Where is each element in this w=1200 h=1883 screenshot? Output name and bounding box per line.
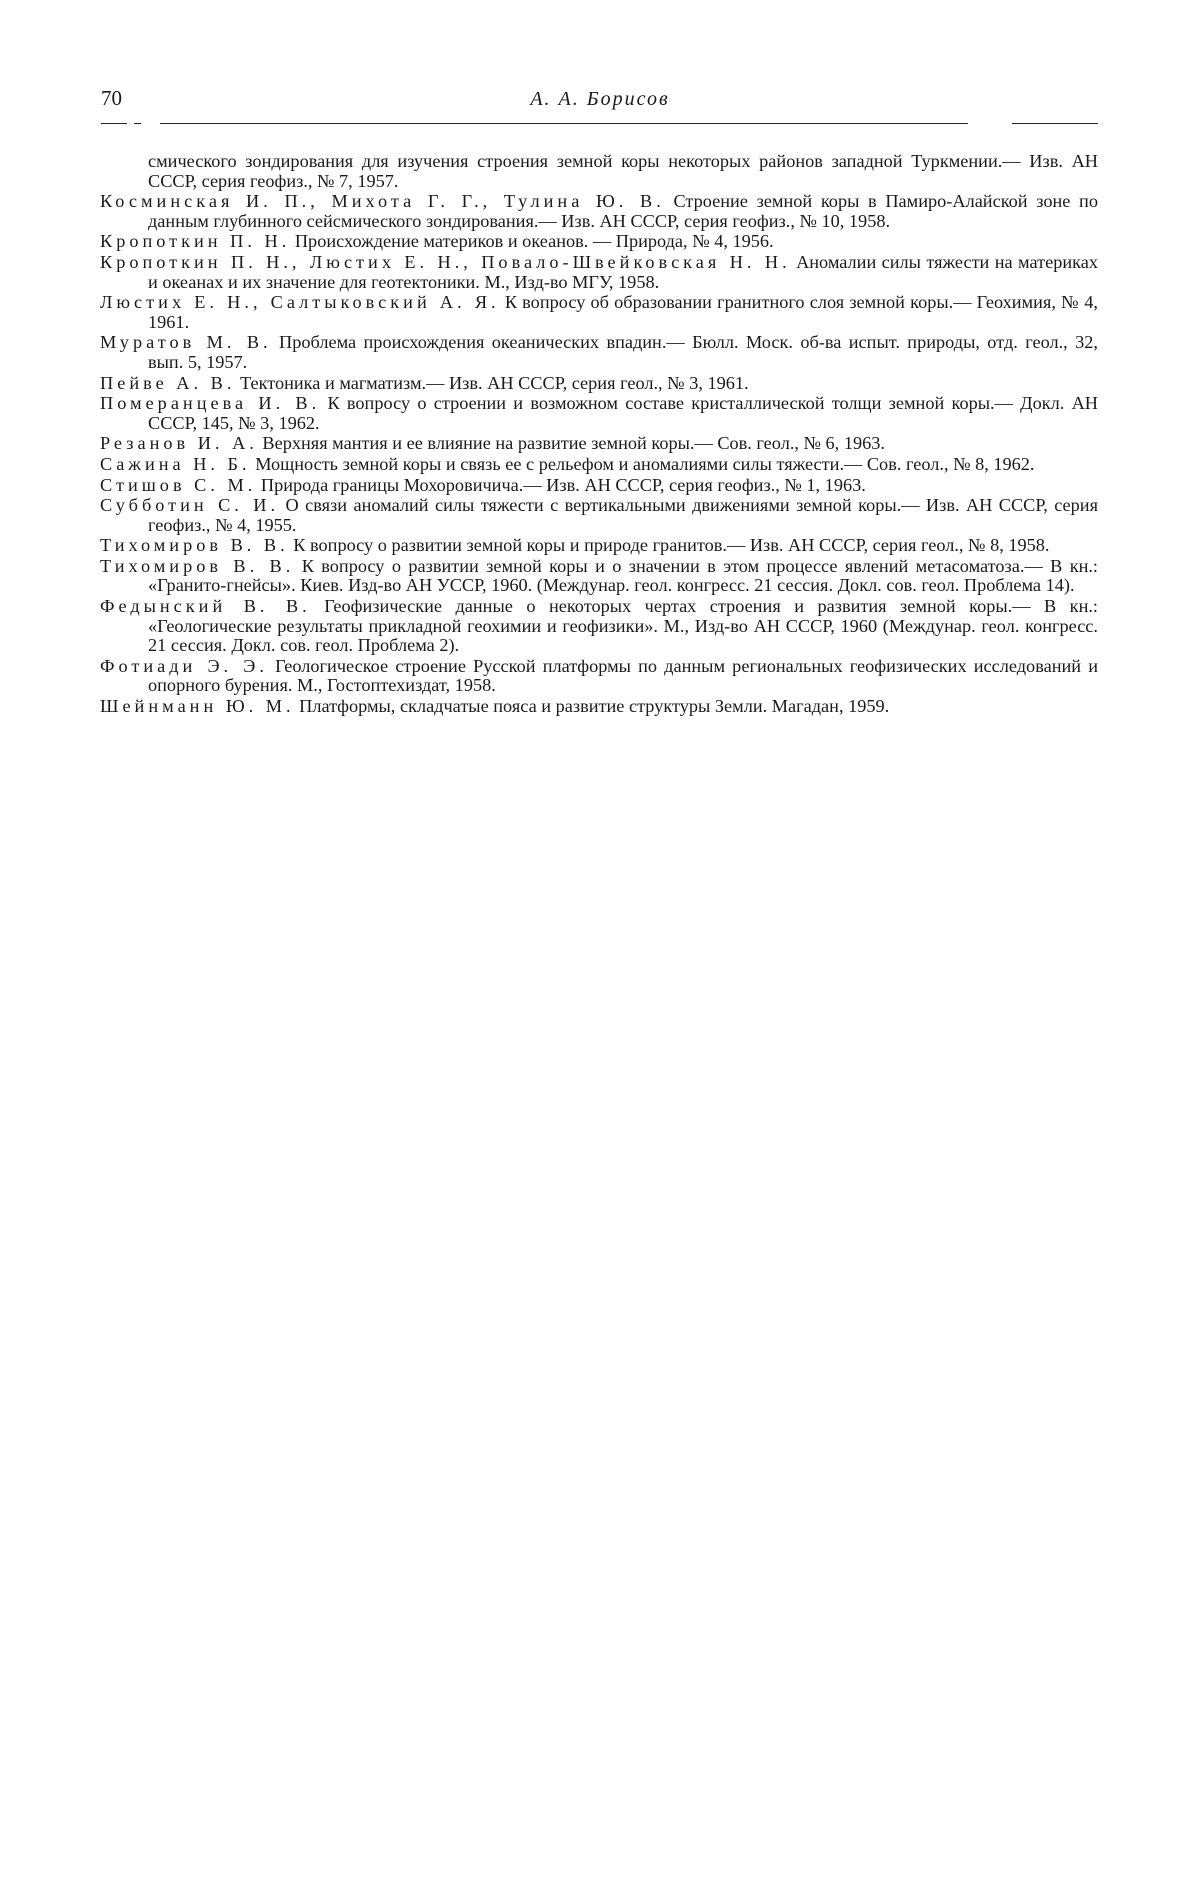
reference-author: Тихомиров В. В. [100,535,289,556]
reference-author: Резанов И. А. [100,433,258,454]
reference-text: Природа границы Мохоровичича.— Изв. АН СССР, серия геофиз., № 1, 1963. [260,474,866,495]
reference-item [100,192,1098,231]
reference-text: Аномалии силы тяжести на материках и океанах и их значение для геотектоники. М., Изд-во МГУ, 1958. [148,251,1098,292]
reference-text: Геологическое строение Русской платформы по данным региональных геофизических исследований и опорного бурения. М., Гостоптехиздат, 1958. [148,655,1099,696]
reference-text: Тектоника и магматизм.— Изв. АН СССР, серия геол., № 3, 1961. [240,372,749,393]
reference-author: Кропоткин П. Н. [100,231,291,252]
header-rule [101,123,127,124]
reference-item [100,496,1098,535]
reference-author: Фотиади Э. Э. [100,655,268,676]
reference-item [100,253,1098,292]
reference-author: Косминская И. П., Михота Г. Г., Тулина Ю. В. [100,191,665,212]
page-number: 70 [101,86,122,110]
reference-text: Платформы, складчатые пояса и развитие структуры Земли. Магадан, 1959. [299,696,890,717]
reference-list [100,152,1098,718]
reference-text: О связи аномалий силы тяжести с вертикальными движениями земной коры.— Изв. АН СССР, серия геофиз., № 4, 1955. [148,495,1098,535]
reference-author: Субботин С. И. [100,495,280,516]
reference-item [100,476,1098,496]
reference-item [100,434,1098,454]
reference-item [100,232,1098,252]
reference-item [100,597,1098,656]
reference-author: Стишов С. М. [100,474,257,495]
reference-text: смического зондирования для изучения строения земной коры некоторых районов западной Туркмении.— Изв. АН СССР, серия геофиз., № 7, 1957. [148,151,1098,191]
reference-text: К вопросу о строении и возможном составе кристаллической толщи земной коры.— Докл. АН СССР, 145, № 3, 1962. [148,393,1098,433]
reference-text: Мощность земной коры и связь ее с рельефом и аномалиями силы тяжести.— Сов. геол., № 8, 1962. [255,453,1035,474]
reference-text: К вопросу о развитии земной коры и природе гранитов.— Изв. АН СССР, серия геол., № 8, 1958. [293,535,1050,556]
reference-text: К вопросу об образовании гранитного слоя земной коры.— Геохимия, № 4, 1961. [148,292,1098,332]
reference-text: Проблема происхождения океанических впадин.— Бюлл. Моск. об-ва испыт. природы, отд. геол., 32, вып. 5, 1957. [148,332,1098,372]
reference-author: Люстих Е. Н., Салтыковский А. Я. [100,292,500,313]
reference-item [100,152,1098,191]
reference-text: Геофизические данные о некоторых чертах строения и развития земной коры.— В кн.: «Геологические результаты прикладной геохимии и геофизики». М., Изд-во АН СССР, 1960 (Междунар. геол. конгресс. 21 сессия. Докл. сов. геол. Проблема 2). [148,596,1098,656]
reference-text: К вопросу о развитии земной коры и о значении в этом процессе явлений метасоматоза.— В кн.: «Гранито-гнейсы». Киев. Изд-во АН УССР, 1960. (Междунар. геол. конгресс. 21 сессия. Докл. сов. геол. Проблема 14). [148,555,1099,596]
reference-text: Верхняя мантия и ее влияние на развитие земной коры.— Сов. геол., № 6, 1963. [262,433,885,454]
reference-item [100,293,1098,332]
reference-item [100,455,1098,475]
running-title: А. А. Борисов [530,88,670,110]
reference-item [100,536,1098,556]
reference-text: Происхождение материков и океанов. — Природа, № 4, 1956. [294,231,774,252]
reference-item [100,333,1098,372]
reference-author: Тихомиров В. В. [100,555,295,576]
reference-author: Померанцева И. В. [100,393,321,414]
reference-author: Муратов М. В. [100,332,272,353]
reference-author: Шейнманн Ю. М. [100,696,295,717]
reference-author: Федынский В. В. [100,596,311,617]
reference-item [100,657,1098,696]
reference-author: Сажина Н. Б. [100,453,251,474]
header-rule [160,123,968,124]
reference-item [100,557,1098,596]
reference-author: Кропоткин П. Н., Люстих Е. Н., Повало-Швейковская Н. Н. [100,251,791,272]
header-rule [1012,123,1098,124]
reference-author: Пейве А. В. [100,372,236,393]
reference-text: Строение земной коры в Памиро-Алайской зоне по данным глубинного сейсмического зондирования.— Изв. АН СССР, серия геофиз., № 10, 1958. [148,191,1098,231]
reference-item [100,697,1098,717]
reference-item [100,374,1098,394]
header-rule [134,123,141,124]
reference-item [100,394,1098,433]
